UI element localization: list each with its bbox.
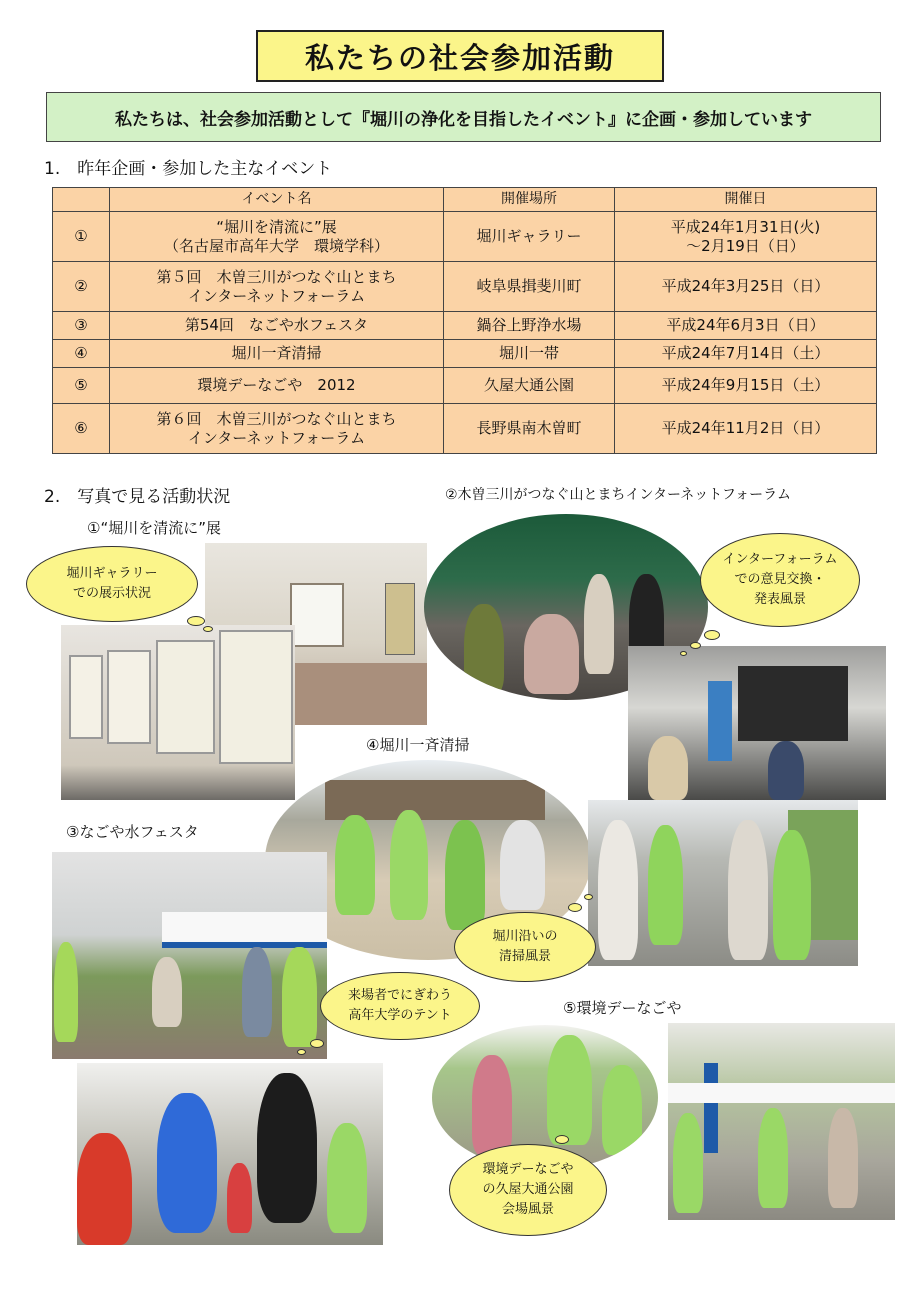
bubble-tail-dot bbox=[297, 1049, 306, 1055]
person-shape bbox=[472, 1055, 512, 1155]
bubble-line: 発表風景 bbox=[753, 592, 806, 607]
person-shape bbox=[445, 820, 485, 930]
events-table bbox=[52, 187, 877, 454]
event-name-line: “堀川を清流に”展 bbox=[216, 217, 337, 236]
festa-tent-photo bbox=[52, 852, 327, 1059]
bubble-line: 環境デーなごや bbox=[482, 1162, 574, 1177]
event-date: 平成24年9月15日（土） bbox=[615, 368, 877, 404]
bubble-tail-dot bbox=[187, 616, 205, 626]
person-shape bbox=[327, 1123, 367, 1233]
person-shape bbox=[758, 1108, 788, 1208]
person-shape bbox=[728, 820, 768, 960]
bubble-line: 堀川ギャラリー bbox=[66, 566, 158, 581]
event-no: ① bbox=[53, 212, 110, 262]
screen-shape bbox=[738, 666, 848, 741]
person-shape bbox=[390, 810, 428, 920]
person-shape bbox=[227, 1163, 252, 1233]
forum-presentation-photo bbox=[628, 646, 886, 800]
event-place: 堀川ギャラリー bbox=[444, 212, 615, 262]
person-shape bbox=[602, 1065, 642, 1155]
person-shape bbox=[547, 1035, 592, 1145]
bubble-tail-dot bbox=[568, 903, 582, 912]
table-header-name: イベント名 bbox=[110, 188, 444, 212]
bubble-tail-dot bbox=[203, 626, 213, 632]
event-name bbox=[110, 262, 444, 312]
building-shape bbox=[325, 780, 545, 820]
table-row bbox=[53, 404, 877, 454]
person-shape bbox=[500, 820, 545, 910]
table-row bbox=[53, 262, 877, 312]
section2-heading: 2. 写真で見る活動状況 bbox=[44, 487, 231, 507]
table-header-date: 開催日 bbox=[615, 188, 877, 212]
person-shape bbox=[648, 736, 688, 800]
panel-shape bbox=[385, 583, 415, 655]
table-row bbox=[53, 312, 877, 340]
caption-forum: ②木曽三川がつなぐ山とまちインターネットフォーラム bbox=[445, 487, 792, 503]
table-header-place: 開催場所 bbox=[444, 188, 615, 212]
caption-cleanup: ④堀川一斉清掃 bbox=[366, 736, 470, 754]
person-shape bbox=[828, 1108, 858, 1208]
bubble-line: 高年大学のテント bbox=[348, 1008, 452, 1023]
bubble-line: 清掃風景 bbox=[498, 949, 551, 964]
person-shape bbox=[152, 957, 182, 1027]
tent-shape bbox=[668, 1083, 895, 1103]
panel-shape bbox=[69, 655, 103, 739]
person-shape bbox=[524, 614, 579, 694]
event-place: 岐阜県揖斐川町 bbox=[444, 262, 615, 312]
panel-shape bbox=[107, 650, 151, 744]
event-date: 平成24年11月2日（日） bbox=[615, 404, 877, 454]
event-name-line: 第６回 木曽三川がつなぐ山とまち bbox=[156, 409, 397, 428]
bubble-line: インターフォーラム bbox=[722, 552, 838, 567]
event-name: 第54回 なごや水フェスタ bbox=[110, 312, 444, 340]
table-header-row bbox=[53, 188, 877, 212]
person-shape bbox=[77, 1133, 132, 1245]
person-shape bbox=[598, 820, 638, 960]
event-place: 久屋大通公園 bbox=[444, 368, 615, 404]
event-date bbox=[615, 212, 877, 262]
blue-mascot-shape bbox=[157, 1093, 217, 1233]
event-name-line: インターネットフォーラム bbox=[187, 428, 366, 447]
event-no: ② bbox=[53, 262, 110, 312]
bubble-tail-dot bbox=[310, 1039, 324, 1048]
section1-heading: 1. 昨年企画・参加した主なイベント bbox=[44, 159, 333, 179]
page-title: 私たちの社会参加活動 bbox=[256, 30, 664, 82]
panel-shape bbox=[156, 640, 215, 754]
cleanup-street-photo bbox=[588, 800, 858, 966]
festa-mascots-photo bbox=[77, 1063, 383, 1245]
event-no: ⑥ bbox=[53, 404, 110, 454]
event-no: ④ bbox=[53, 340, 110, 368]
bubble-line: の久屋大通公園 bbox=[482, 1182, 574, 1197]
person-shape bbox=[673, 1113, 703, 1213]
person-shape bbox=[464, 604, 504, 694]
orca-mascot-shape bbox=[257, 1073, 317, 1223]
event-place: 堀川一帯 bbox=[444, 340, 615, 368]
person-shape bbox=[282, 947, 317, 1047]
tent-shape bbox=[162, 912, 327, 948]
caption-festa: ③なごや水フェスタ bbox=[66, 823, 199, 841]
person-shape bbox=[335, 815, 375, 915]
event-date-line: 平成24年1月31日(火) bbox=[670, 217, 821, 236]
envday-venue-photo bbox=[668, 1023, 895, 1220]
bubble-gallery bbox=[26, 546, 198, 622]
event-date: 平成24年7月14日（土） bbox=[615, 340, 877, 368]
bubble-tail-dot bbox=[690, 642, 701, 649]
bubble-line: での展示状況 bbox=[72, 586, 151, 601]
exhibition-panels-photo bbox=[61, 625, 295, 800]
event-date: 平成24年6月3日（日） bbox=[615, 312, 877, 340]
table-header-no bbox=[53, 188, 110, 212]
event-name bbox=[110, 404, 444, 454]
event-name: 環境デーなごや 2012 bbox=[110, 368, 444, 404]
person-shape bbox=[54, 942, 78, 1042]
event-name-line: インターネットフォーラム bbox=[187, 286, 366, 305]
bubble-line: 堀川沿いの bbox=[492, 929, 558, 944]
person-shape bbox=[768, 741, 804, 800]
table-row bbox=[53, 368, 877, 404]
person-shape bbox=[584, 574, 614, 674]
person-shape bbox=[242, 947, 272, 1037]
event-date: 平成24年3月25日（日） bbox=[615, 262, 877, 312]
bubble-festa bbox=[320, 972, 480, 1040]
event-no: ⑤ bbox=[53, 368, 110, 404]
event-name: 堀川一斉清掃 bbox=[110, 340, 444, 368]
bubble-line: での意見交換・ bbox=[734, 572, 826, 587]
bubble-forum bbox=[700, 533, 860, 627]
bubble-tail-dot bbox=[704, 630, 720, 640]
table-row bbox=[53, 340, 877, 368]
event-name bbox=[110, 212, 444, 262]
event-no: ③ bbox=[53, 312, 110, 340]
bubble-envday bbox=[449, 1144, 607, 1236]
bubble-tail-dot bbox=[555, 1135, 569, 1144]
window-shape bbox=[290, 583, 344, 647]
event-date-line: ～2月19日（日） bbox=[686, 236, 805, 255]
event-place: 長野県南木曽町 bbox=[444, 404, 615, 454]
event-place: 鍋谷上野浄水場 bbox=[444, 312, 615, 340]
event-name-line: （名古屋市高年大学 環境学科） bbox=[163, 236, 389, 255]
table-row bbox=[53, 212, 877, 262]
subtitle-banner: 私たちは、社会参加活動として『堀川の浄化を目指したイベント』に企画・参加しています bbox=[46, 92, 881, 142]
bubble-tail-dot bbox=[680, 651, 687, 656]
bubble-cleanup bbox=[454, 912, 596, 982]
person-shape bbox=[773, 830, 811, 960]
person-shape bbox=[648, 825, 683, 945]
bubble-line: 来場者でにぎわう bbox=[347, 988, 452, 1003]
banner-shape bbox=[708, 681, 732, 761]
caption-envday: ⑤環境デーなごや bbox=[563, 999, 682, 1017]
bubble-line: 会場風景 bbox=[501, 1202, 554, 1217]
banner-shape bbox=[704, 1063, 718, 1153]
bubble-tail-dot bbox=[584, 894, 593, 900]
panel-shape bbox=[219, 630, 293, 764]
caption-gallery: ①“堀川を清流に”展 bbox=[87, 519, 221, 537]
event-name-line: 第５回 木曽三川がつなぐ山とまち bbox=[156, 267, 397, 286]
